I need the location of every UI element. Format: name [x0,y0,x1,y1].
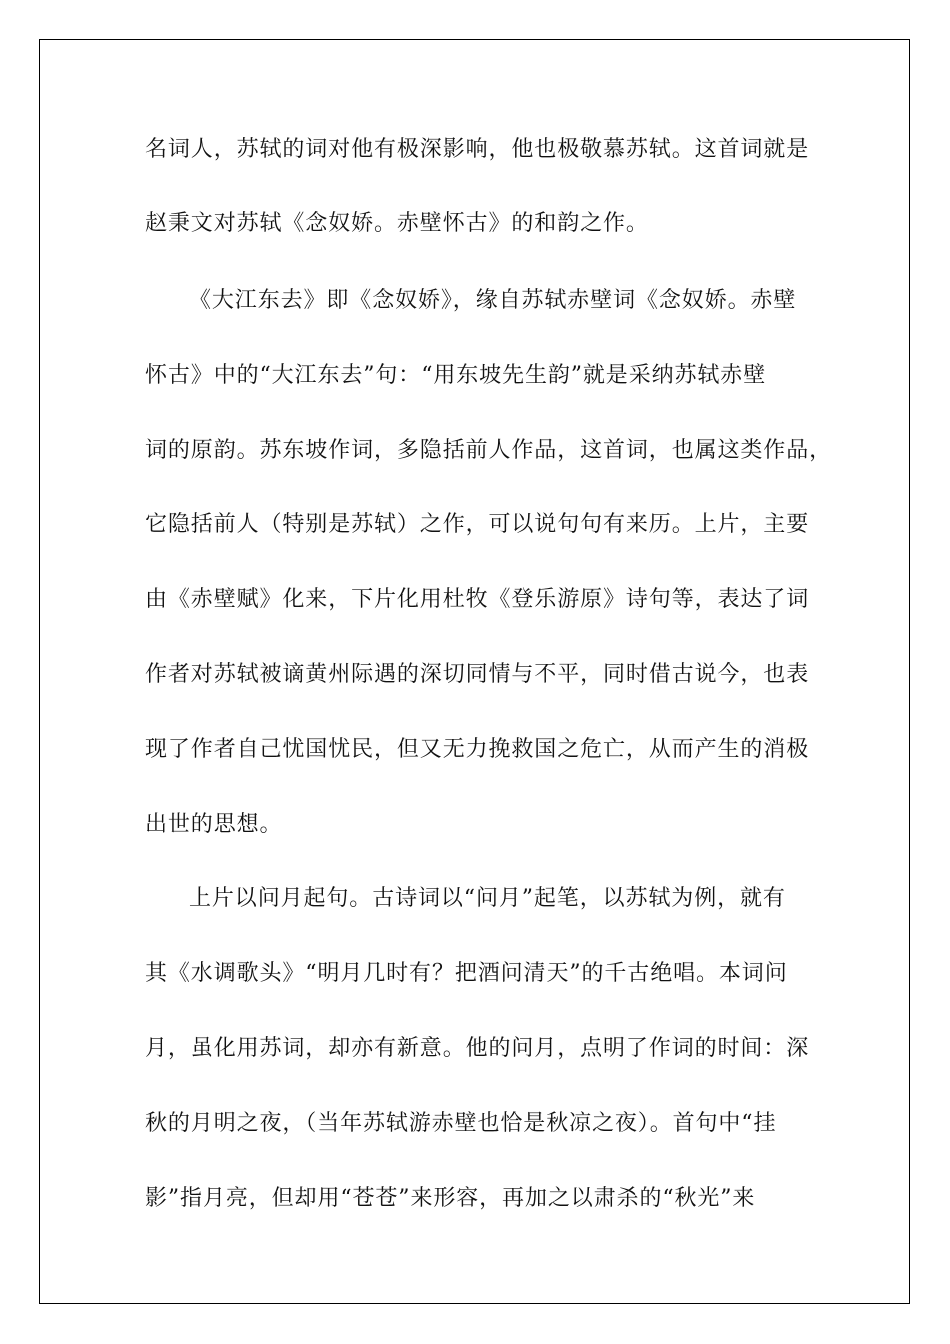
text-line: 由《赤壁赋》化来，下片化用杜牧《登乐游原》诗句等，表达了词 [145,587,810,612]
text-line: 月，虽化用苏词，却亦有新意。他的问月，点明了作词的时间：深 [145,1036,810,1061]
text-line: 词的原韵。苏东坡作词，多隐括前人作品，这首词，也属这类作品， [145,438,833,463]
text-line: 秋的月明之夜，（当年苏轼游赤壁也恰是秋凉之夜）。首句中“挂 [145,1111,777,1136]
text-line: 其《水调歌头》“明月几时有？把酒问清天”的千古绝唱。本词问 [145,961,788,986]
paragraph-start-line: 上片以问月起句。古诗词以“问月”起笔，以苏轼为例，就有 [189,886,786,911]
text-line: 名词人，苏轼的词对他有极深影响，他也极敬慕苏轼。这首词就是 [145,137,810,162]
paragraph-start-line: 《大江东去》即《念奴娇》，缘自苏轼赤壁词《念奴娇。赤壁 [189,288,797,313]
text-line: 作者对苏轼被谪黄州际遇的深切同情与不平，同时借古说今，也表 [145,662,810,687]
text-line: 赵秉文对苏轼《念奴娇。赤壁怀古》的和韵之作。 [145,211,649,236]
text-line: 它隐括前人（特别是苏轼）之作，可以说句句有来历。上片，主要 [145,512,810,537]
text-line: 怀古》中的“大江东去”句：“用东坡先生韵”就是采纳苏轼赤壁 [145,363,767,388]
text-line: 出世的思想。 [145,812,283,837]
text-line: 现了作者自己忧国忧民，但又无力挽救国之危亡，从而产生的消极 [145,737,810,762]
text-line: 影”指月亮，但却用“苍苍”来形容，再加之以肃杀的“秋光”来 [145,1186,756,1211]
